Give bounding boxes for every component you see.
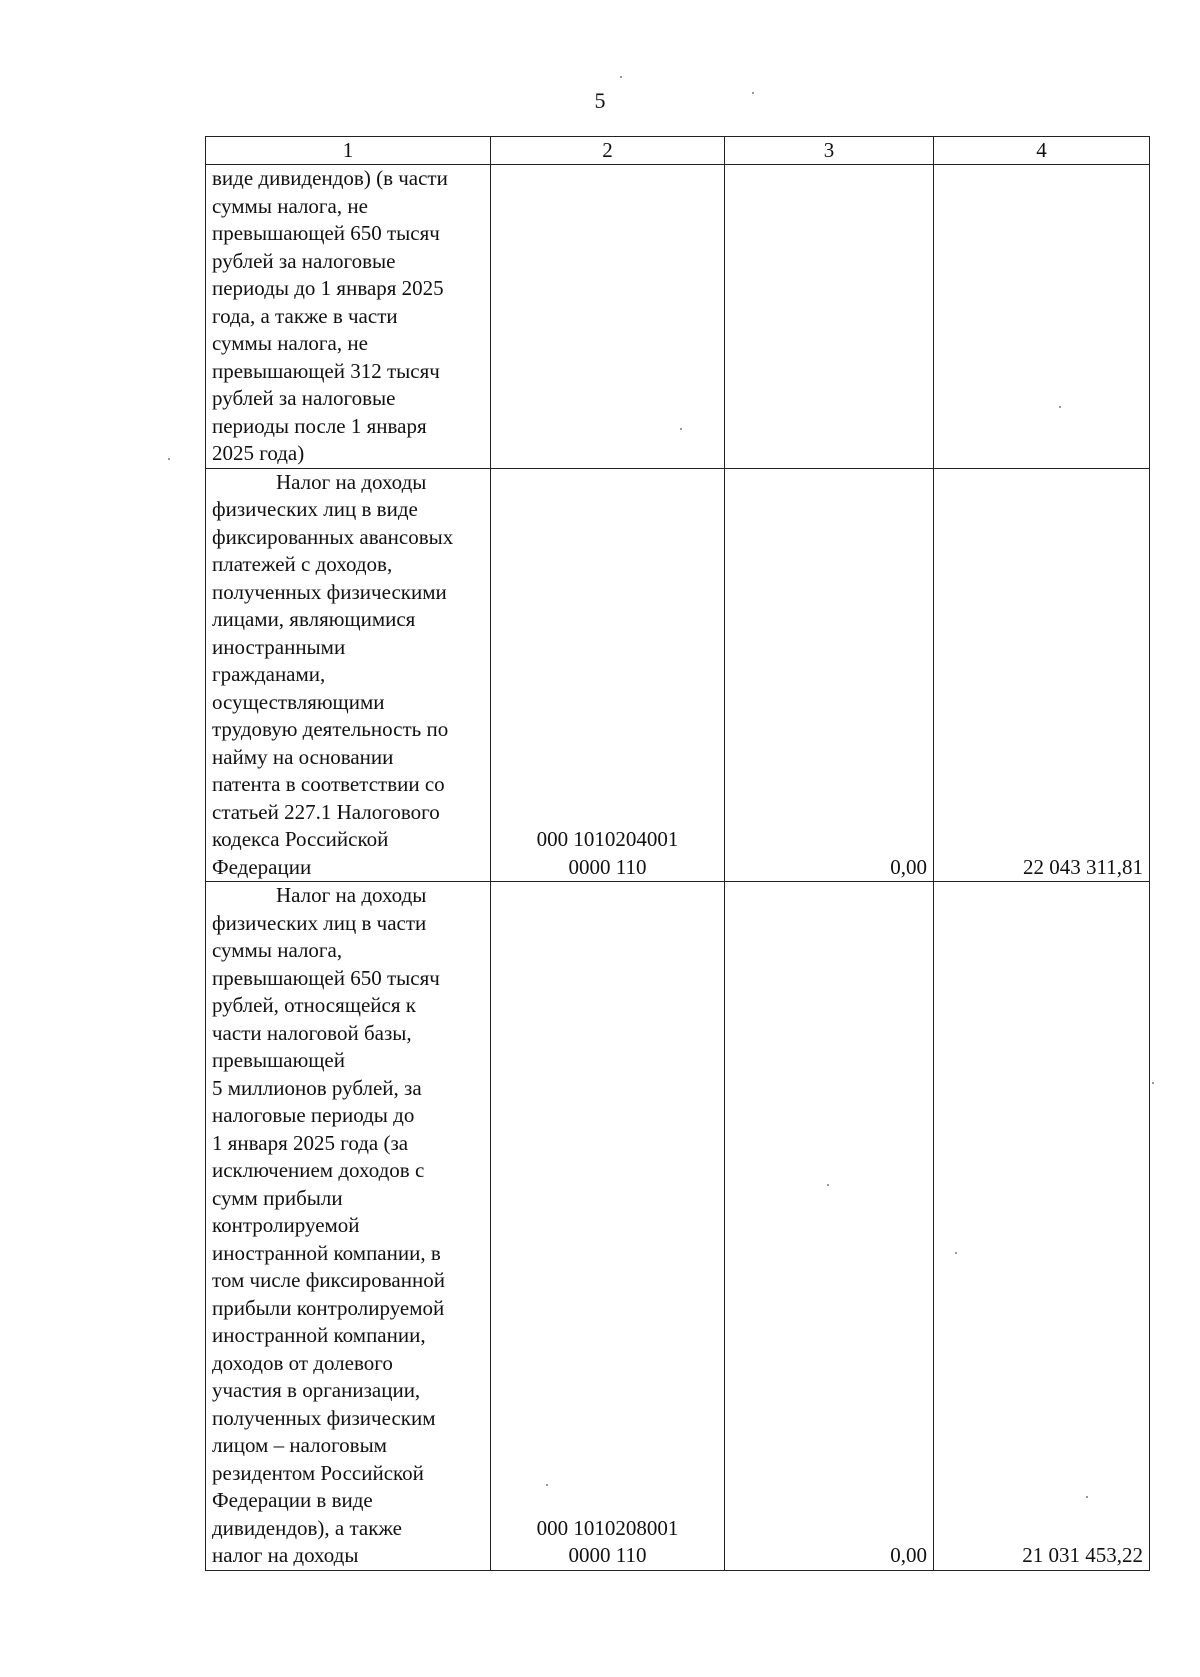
scan-speck <box>827 1184 829 1186</box>
budget-table <box>205 136 1150 1571</box>
row-description-first-line: Налог на доходы <box>276 469 427 494</box>
row-value-col3: 0,00 <box>725 468 934 882</box>
table-row <box>206 165 1150 469</box>
scan-speck <box>1152 1082 1154 1084</box>
row-value-col3 <box>725 165 934 469</box>
column-header-2: 2 <box>491 137 725 165</box>
column-header-4: 4 <box>934 137 1150 165</box>
row-code <box>491 165 725 469</box>
scan-speck <box>168 458 170 460</box>
scan-speck <box>620 76 622 78</box>
row-value-col4 <box>934 165 1150 469</box>
scan-speck <box>546 1484 548 1486</box>
row-description-text: физических лиц в виде фиксированных авансовых платежей с доходов, полученных физическими лицами, являющимися иностранными гражданами, осуществляющими трудовую деятельность по найму на основании патента в соответствии со статьей 227.1 Налогового кодекса Российской Федерации <box>212 497 454 879</box>
scan-speck <box>1059 406 1061 408</box>
row-code: 000 1010204001 0000 110 <box>491 468 725 882</box>
scan-speck <box>1086 1496 1088 1498</box>
table-row <box>206 882 1150 1571</box>
scan-speck <box>680 428 682 430</box>
scan-speck <box>955 1252 957 1254</box>
row-description-text: физических лиц в части суммы налога, превышающей 650 тысяч рублей, относящейся к части налоговой базы, превышающей 5 миллионов рублей, за налоговые периоды до 1 января 2025 года (за исключением доходов с сумм прибыли контролируемой иностранной компании, в том числе фиксированной прибыли контролируемой иностранной компании, доходов от долевого участия в организации, полученных физическим лицом – налоговым резидентом Российской Федерации в виде дивидендов), а также налог на доходы <box>212 910 445 1567</box>
row-value-col4: 22 043 311,81 <box>934 468 1150 882</box>
row-value-col3: 0,00 <box>725 882 934 1571</box>
row-description <box>206 165 491 469</box>
row-description-first-line: Налог на доходы <box>276 883 427 907</box>
row-value-col4: 21 031 453,22 <box>934 882 1150 1571</box>
column-header-3: 3 <box>725 137 934 165</box>
scan-speck <box>752 92 754 94</box>
column-header-1: 1 <box>206 137 491 165</box>
row-description-text: виде дивидендов) (в части суммы налога, не превышающей 650 тысяч рублей за налоговые периоды до 1 января 2025 года, а также в части суммы налога, не превышающей 312 тысяч рублей за налоговые периоды после 1 января 2025 года) <box>212 166 448 465</box>
row-description <box>206 882 491 1571</box>
table-row <box>206 468 1150 882</box>
row-description <box>206 468 491 882</box>
page-number: 5 <box>594 88 606 113</box>
row-code: 000 1010208001 0000 110 <box>491 882 725 1571</box>
table-header-row <box>206 137 1150 165</box>
